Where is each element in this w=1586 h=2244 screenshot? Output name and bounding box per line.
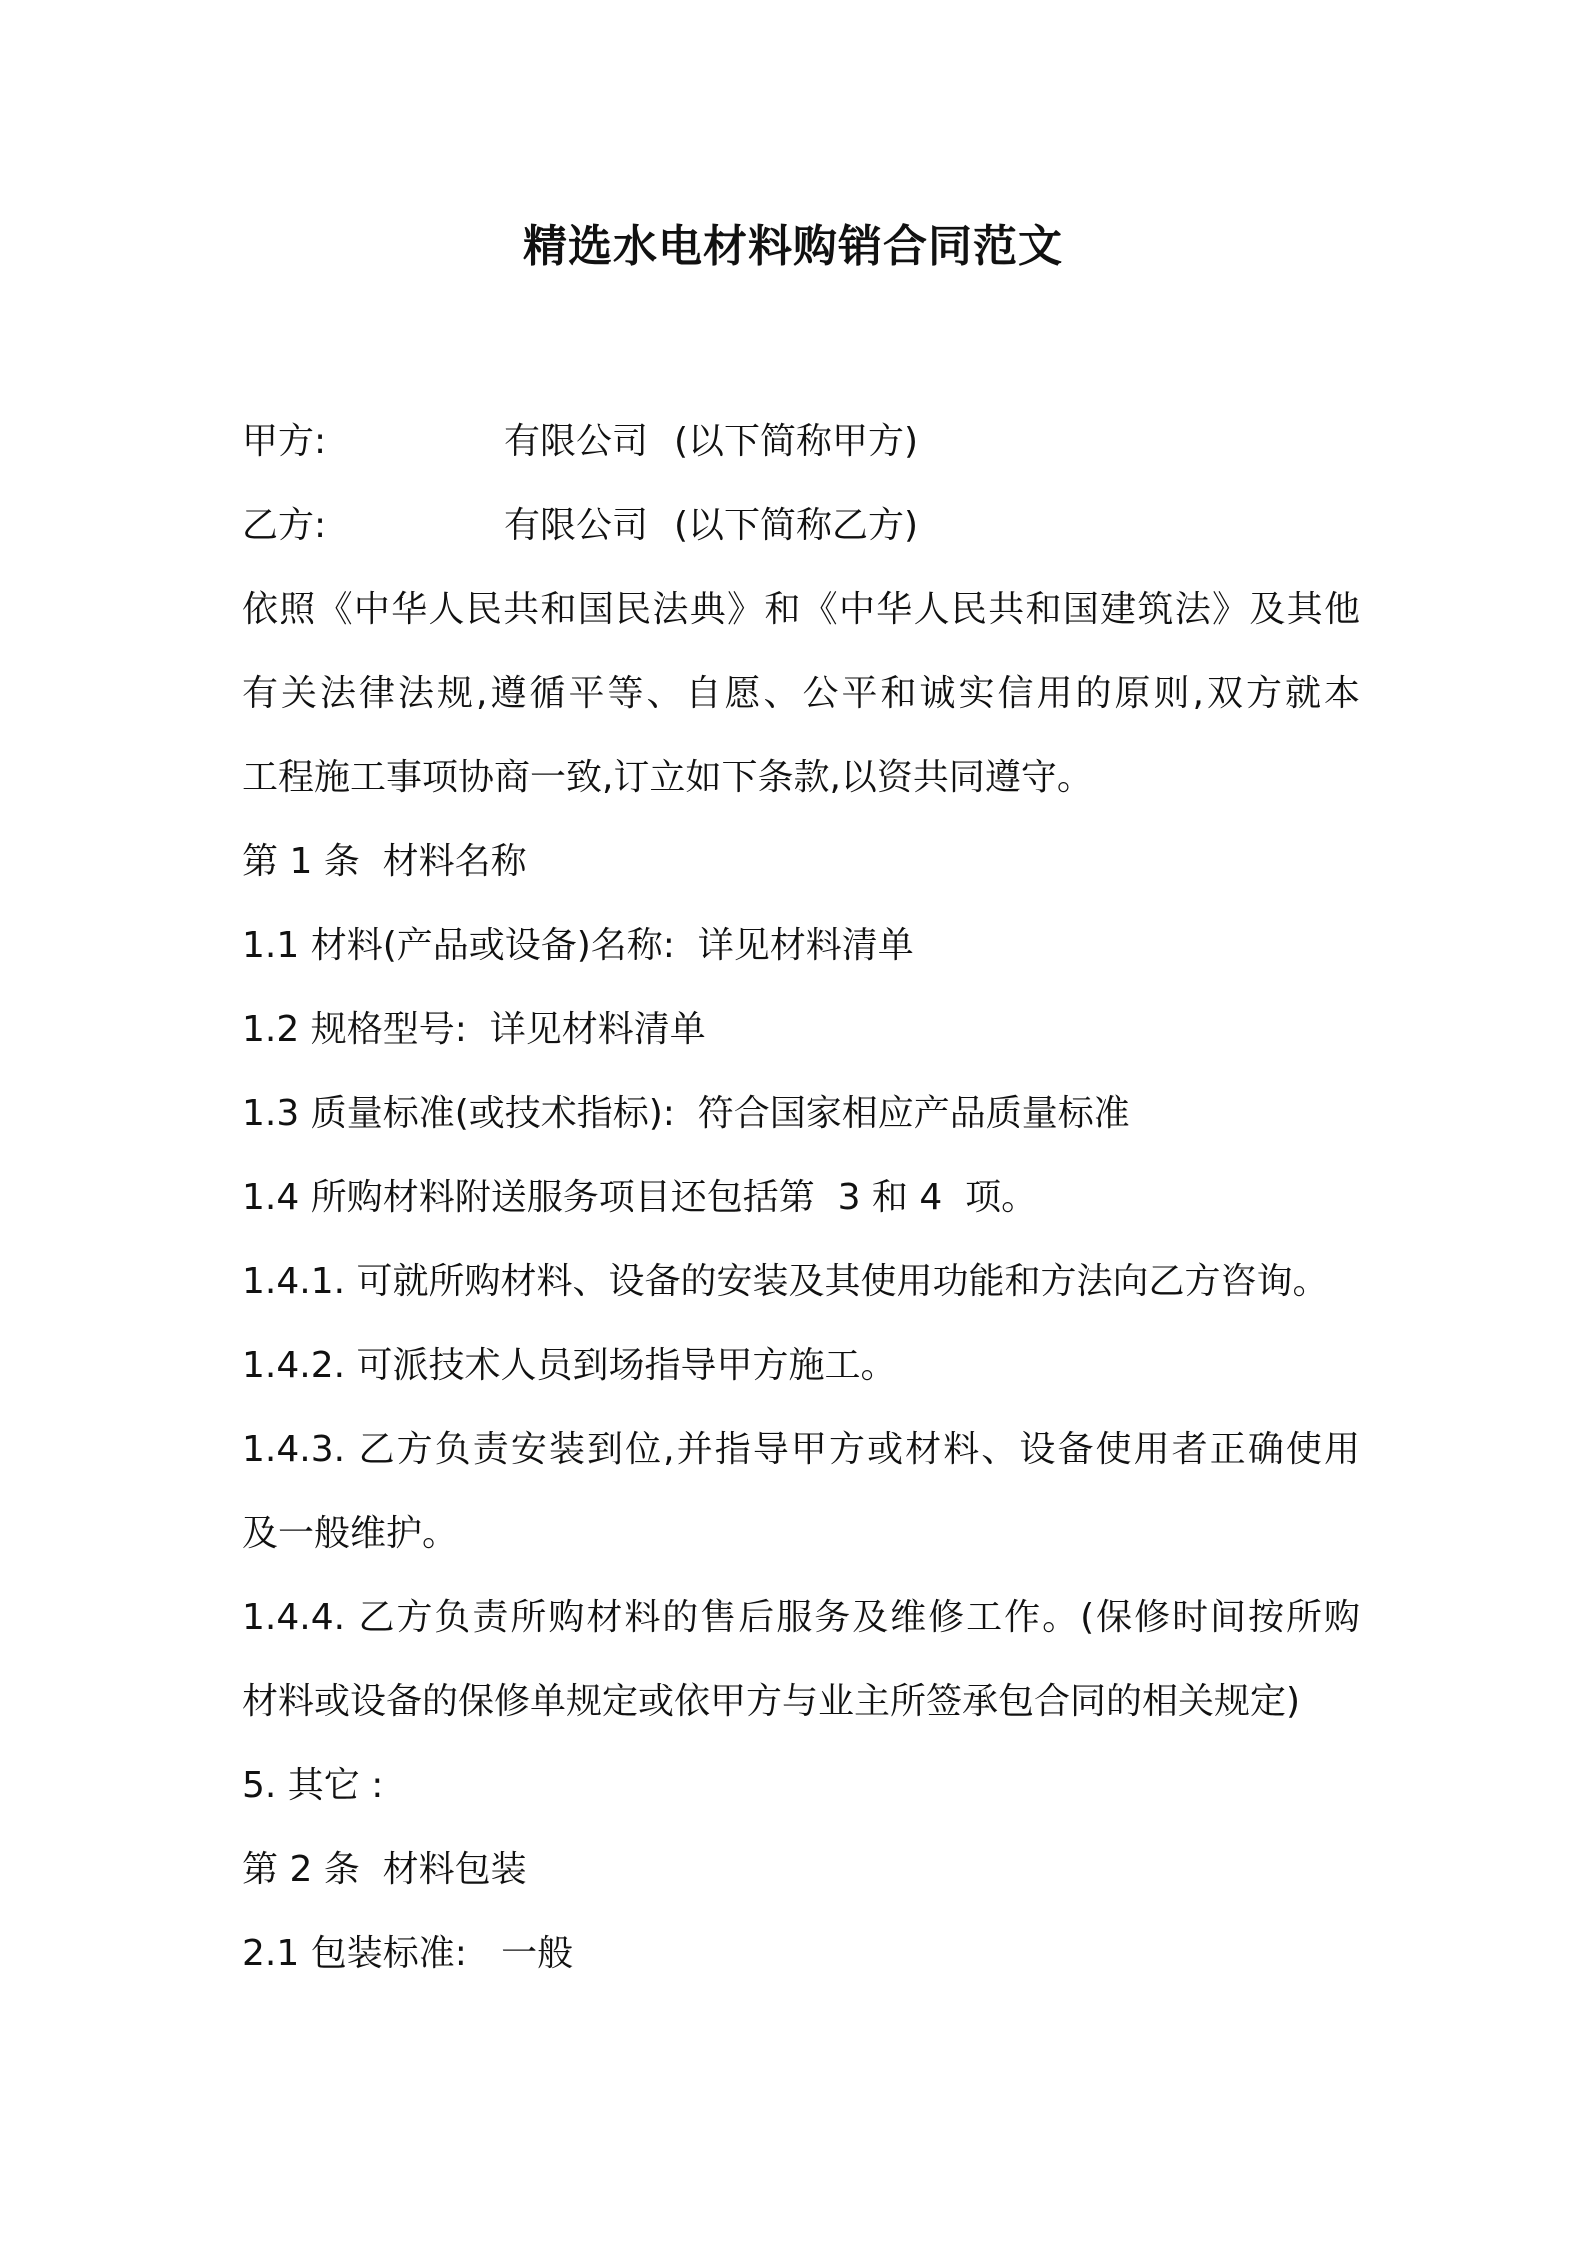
article-1-heading: 第 1 条 材料名称 — [242, 841, 527, 882]
article-2-heading: 第 2 条 材料包装 — [242, 1849, 527, 1890]
item-1-4-2: 1.4.2. 可派技术人员到场指导甲方施工。 — [242, 1345, 897, 1386]
party-b-company: 有限公司 — [504, 505, 649, 546]
document-title: 精选水电材料购销合同范文 — [523, 221, 1063, 272]
preamble-line: 工程施工事项协商一致,订立如下条款,以资共同遵守。 — [242, 757, 1093, 798]
item-1-4-4-line: 1.4.4. 乙方负责所购材料的售后服务及维修工作。(保修时间按所购 — [242, 1597, 1360, 1638]
item-2-1: 2.1 包装标准: 一般 — [242, 1933, 574, 1974]
item-1-4-4-line: 材料或设备的保修单规定或依甲方与业主所签承包合同的相关规定) — [242, 1681, 1301, 1722]
item-1-4: 1.4 所购材料附送服务项目还包括第 3 和 4 项。 — [242, 1177, 1038, 1218]
party-a-line — [242, 400, 1362, 484]
party-a-label: 甲方: — [242, 421, 327, 462]
party-b-line — [242, 484, 1362, 568]
item-1-4-3-line: 1.4.3. 乙方负责安装到位,并指导甲方或材料、设备使用者正确使用 — [242, 1429, 1360, 1470]
item-1-1: 1.1 材料(产品或设备)名称: 详见材料清单 — [242, 925, 914, 966]
item-1-4-1: 1.4.1. 可就所购材料、设备的安装及其使用功能和方法向乙方咨询。 — [242, 1261, 1329, 1302]
item-1-2: 1.2 规格型号: 详见材料清单 — [242, 1009, 706, 1050]
item-5: 5. 其它 : — [242, 1765, 384, 1806]
document-body — [242, 400, 1362, 1996]
preamble-line: 有关法律法规,遵循平等、自愿、公平和诚实信用的原则,双方就本 — [242, 673, 1360, 714]
party-a-note: (以下简称甲方) — [674, 421, 919, 462]
party-b-note: (以下简称乙方) — [674, 505, 919, 546]
preamble-line: 依照《中华人民共和国民法典》和《中华人民共和国建筑法》及其他 — [242, 589, 1360, 630]
item-1-3: 1.3 质量标准(或技术指标): 符合国家相应产品质量标准 — [242, 1093, 1130, 1134]
party-b-label: 乙方: — [242, 505, 327, 546]
item-1-4-3-line: 及一般维护。 — [242, 1513, 459, 1554]
party-a-company: 有限公司 — [504, 421, 649, 462]
